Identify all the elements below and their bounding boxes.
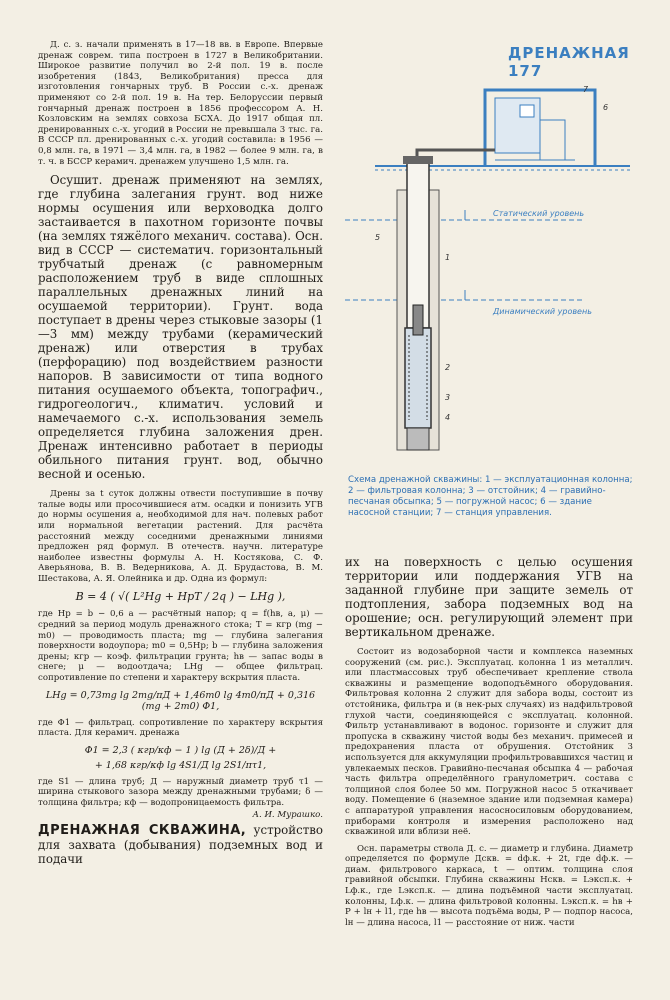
entry-start	[38, 823, 323, 866]
label-dynamic-level: Динамический уровень	[493, 307, 592, 316]
formula-legend: где Hp = b − 0,6 a — расчётный напор; q = f(hв, a, μ) — средний за период модуль дренажного стока; T = κгр (mg − m0) — проводимость пласта; mg — глубина залегания поверхности водоупора; m0 = 0,5Hp; b — глубина заложения дрены; κгр — коэф. фильтрации грунта; hв — запас воды в снеге; μ — водоотдача; LHg — общее фильтрац. сопротивление по степени и характеру вскрытия пласта.	[38, 609, 323, 684]
label-static-level: Статический уровень	[493, 209, 585, 218]
well-parameters-paragraph: Осн. параметры ствола Д. с. — диаметр и глубина. Диаметр определяется по формуле Дскв. = dф.к. + 2t, где dф.к. — диам. фильтрового каркаса, t — оптим. толщина слоя гравийной обсыпки. Глубина скважины Hскв. = Lэксп.к. + Lф.к., где Lэксп.к. — длина подъёмной части эксплуатац. колонны, Lф.к. — длина фильтровой колонны. Lэксп.к. = hв + P + lн + l1, где hв — высота подъёма воды, P — подпор насоса, lн — длина насоса, l1 — расстояние от ниж. части	[345, 843, 633, 928]
callout-2: 2	[445, 363, 451, 372]
callout-7: 7	[583, 85, 589, 94]
entry-text: устройство для захвата (добывания) подземных вод и подачи	[38, 822, 323, 866]
author-signature: А. И. Мурашко.	[252, 809, 323, 820]
pump-station-building	[485, 90, 595, 165]
left-column	[38, 40, 323, 874]
sump	[407, 428, 429, 450]
callout-1: 1	[445, 253, 451, 262]
operational-column	[407, 158, 429, 328]
callout-6: 6	[603, 103, 609, 112]
right-column	[345, 555, 633, 934]
calculation-paragraph: Дрены за t суток должны отвести поступившие в почву талые воды или просочившиеся атм. осадки и понизить УГВ до нормы осушения a, необходимой для нач. полевых работ или нормальной вегетации растений. Для расчёта расстояний между соседними дренажными линиями предложен ряд формул. В отечеств. научн. литературе наиболее известны формулы А. Н. Костякова, С. Ф. Аверьянова, В. В. Ведерникова, А. Д. Брудастова, В. М. Шестакова, А. Я. Олейника и др. Одна из формул:	[38, 489, 323, 584]
submersible-pump	[413, 305, 423, 335]
phi-legend: где S1 — длина труб; Д — наружный диаметр труб τ1 — ширина стыкового зазора между дренажными трубами; δ — толщина фильтра; κф — водопроницаемость фильтра.	[38, 776, 323, 808]
resistance-note: где Φ1 — фильтрац. сопротивление по характеру вскрытия пласта. Для керамич. дренажа	[38, 717, 323, 739]
formula-resistance: LHg = 0,73mg lg 2mg/πД + 1,46m0 lg 4m0/πД + 0,316 (mg + 2m0) Φ1,	[45, 689, 316, 712]
drainage-paragraph: Осушит. дренаж применяют на землях, где глубина залегания грунт. вод ниже нормы осушения или верховодка долго застаивается в пахотном горизонте почвы (на землях тяжёлого механич. состава). Осн. вид в СССР — систематич. горизонтальный трубчатый дренаж (с равномерным расположением труб в виде сплошных параллельных дренажных линий на осушаемой территории). Грунт. вода поступает в дрены через стыковые зазоры (1—3 мм) между трубами (керамический дренаж) или отверстия в трубах (перфорацию) под воздействием разности напоров. В зависимости от типа водного питания осушаемого объекта, топографич., гидрогеологич., климатич. условий и намечаемого с.-х. использования земель определяется глубина заложения дрен. Дренаж интенсивно работает в периоды обильного питания грунт. вод, обычно весной и осенью.	[38, 173, 323, 482]
callout-4: 4	[445, 413, 451, 422]
formula-spacing: B = 4 ( √( L²Hg + HpT / 2q ) − LHg ),	[75, 590, 286, 604]
well-head	[403, 156, 433, 164]
formula-phi-line2: + 1,68 κгр/κф lg 4S1/Д lg 2S1/πτ1,	[94, 759, 267, 771]
well-purpose-paragraph: их на поверхность с целью осушения территории или поддержания УГВ на заданной глубине при защите земель от подтопления, забора подземных вод на орошение; осн. регулирующий элемент при вертикальном дренаже.	[345, 555, 633, 639]
history-paragraph: Д. с. з. начали применять в 17—18 вв. в Европе. Впервые дренаж соврем. типа построен в 1727 в Великобритании. Широкое развитие получил во 2-й пол. 19 в. после изобретения (1843, Великобритания) пресса для изготовления гончарных труб. В России с.-х. дренаж применяют со 2-й пол. 19 в. На тер. Белоруссии первый гончарный дренаж построен в 1856 профессором А. Н. Козловским на землях совхоза БСХА. До 1917 общая пл. дренированных с.-х. угодий в России не превышала 3 тыс. га. В СССР пл. дренированных с.-х. угодий составила: в 1956 — 0,8 млн. га, в 1971 — 3,4 млн. га, в 1982 — более 9 млн. га, в т. ч. в БССР керамич. дренажем улучшено 1,5 млн. га.	[38, 40, 323, 167]
figure-caption: Схема дренажной скважины: 1 — эксплуатационная колонна; 2 — фильтровая колонна; 3 — отстойник; 4 — гравийно-песчаная обсыпка; 5 — погружной насос; 6 — здание насосной станции; 7 — станция управления.	[348, 475, 633, 518]
entry-headword: ДРЕНАЖНАЯ СКВАЖИНА,	[38, 822, 247, 838]
well-structure-paragraph: Состоит из водозаборной части и комплекса наземных сооружений (см. рис.). Эксплуатац. колонна 1 из металлич. или пластмассовых труб обеспечивает крепление ствола скважины и размещение водоподъёмного оборудования. Фильтровая колонна 2 служит для забора воды, состоит из отстойника, фильтра и (в нек-рых случаях) из надфильтровой глухой части, соединяющейся с эксплуатац. колонной. Фильтр устанавливают в водонос. горизонте и служит для пропуска в скважину чистой воды без механич. примесей и предохранения пласта от обрушения. Отстойник 3 используется для аккумуляции профильтровавшихся частиц и увлекаемых песков. Гравийно-песчаная обсыпка 4 — рабочая часть фильтра определённого гранулометрич. состава с толщиной слоя более 50 мм. Погружной насос 5 откачивает воду. Помещение 6 (наземное здание или подземная камера) с аппаратурой управления насосносиловым оборудованием, приборами контроля и измерения расположено над скважиной или вблизи неё.	[345, 647, 633, 838]
well-diagram	[345, 70, 635, 470]
page-header: ДРЕНАЖНАЯ 177	[508, 44, 630, 80]
callout-3: 3	[445, 393, 451, 402]
formula-phi-line1: Φ1 = 2,3 ( κгр/κф − 1 ) lg (Д + 2δ)/Д +	[84, 744, 277, 756]
callout-5: 5	[375, 233, 381, 242]
